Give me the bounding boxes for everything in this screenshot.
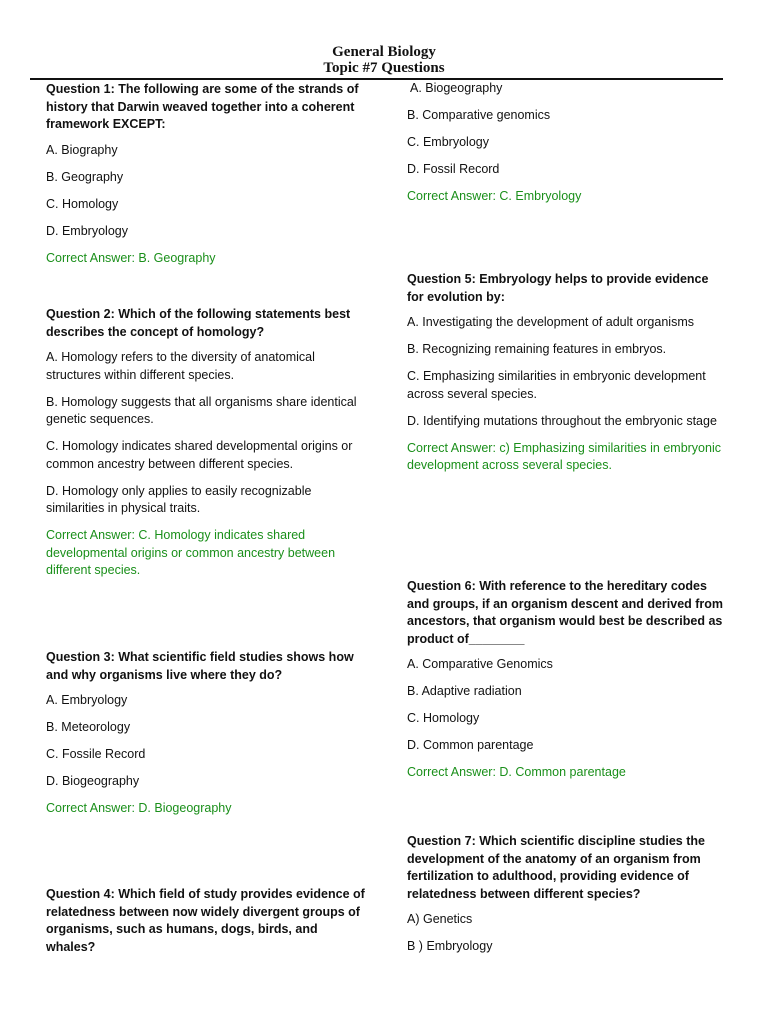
question-text: Question 3: What scientific field studies shows how and why organisms live where they do?	[46, 650, 354, 682]
question-text: Question 2: Which of the following statements best describes the concept of homology?	[46, 307, 351, 339]
option-b: B. Geography	[46, 169, 124, 184]
option-d: D. Fossil Record	[407, 162, 500, 176]
correct-answer: Correct Answer: B. Geography	[46, 250, 216, 265]
option-d: D. Identifying mutations throughout the embryonic stage	[407, 413, 717, 428]
question-block-7	[407, 833, 727, 965]
option-c: C. Fossile Record	[46, 747, 146, 761]
option-a: A. Biogeography	[410, 81, 503, 95]
question-text: Question 5: Embryology helps to provide evidence for evolution by:	[407, 272, 709, 304]
question-block-4	[46, 886, 366, 964]
option-c: C. Homology	[46, 196, 119, 211]
question-text: Question 6: With reference to the hereditary codes and groups, if an organism descent and derived from ancestors, that organism would best be described as product of________	[407, 579, 724, 646]
question-text: Question 1: The following are some of the strands of history that Darwin weaved together into a coherent framework EXCEPT:	[46, 82, 359, 131]
option-a: A. Investigating the development of adult organisms	[407, 315, 694, 329]
option-d: D. Embryology	[46, 223, 128, 238]
question-block-2	[46, 306, 366, 580]
question-block-4-options	[407, 80, 727, 206]
document-title: General Biology	[332, 44, 436, 60]
option-d: D. Common parentage	[407, 738, 534, 752]
option-c: C. Homology	[407, 711, 480, 725]
question-block-5	[407, 271, 727, 475]
option-b: B. Meteorology	[46, 720, 131, 734]
document-header	[0, 44, 768, 76]
option-d: D. Biogeography	[46, 774, 140, 788]
question-text: Question 7: Which scientific discipline studies the development of the anatomy of an organism from fertilization to adulthood, providing evidence of relatedness between different species?	[407, 834, 705, 901]
document-subtitle: Topic #7 Questions	[323, 60, 445, 76]
option-d: D. Homology only applies to easily recognizable similarities in physical traits.	[46, 483, 312, 515]
correct-answer: Correct Answer: C. Homology indicates shared developmental origins or common ancestry between different species.	[46, 528, 336, 577]
option-a: A. Biography	[46, 142, 118, 157]
question-block-1	[46, 81, 366, 267]
option-a: A. Homology refers to the diversity of anatomical structures within different species.	[46, 350, 315, 382]
option-c: C. Emphasizing similarities in embryonic development across several species.	[407, 369, 706, 401]
option-c: C. Embryology	[407, 135, 489, 149]
option-b: B. Adaptive radiation	[407, 684, 522, 698]
option-b: B. Comparative genomics	[407, 108, 551, 122]
option-b: B. Homology suggests that all organisms share identical genetic sequences.	[46, 394, 357, 426]
question-block-3	[46, 649, 366, 818]
question-block-6	[407, 578, 727, 782]
correct-answer: Correct Answer: C. Embryology	[407, 189, 582, 203]
option-b: B ) Embryology	[407, 939, 493, 953]
option-a: A. Embryology	[46, 693, 128, 707]
option-b: B. Recognizing remaining features in embryos.	[407, 342, 667, 356]
correct-answer: Correct Answer: c) Emphasizing similarities in embryonic development across several species.	[407, 440, 721, 472]
option-c: C. Homology indicates shared developmental origins or common ancestry between different species.	[46, 439, 353, 471]
option-a: A. Comparative Genomics	[407, 657, 553, 671]
option-a: A) Genetics	[407, 912, 473, 926]
question-text: Question 4: Which field of study provides evidence of relatedness between now widely divergent groups of organisms, such as humans, dogs, birds, and whales?	[46, 887, 365, 954]
correct-answer: Correct Answer: D. Common parentage	[407, 765, 626, 779]
correct-answer: Correct Answer: D. Biogeography	[46, 801, 232, 815]
